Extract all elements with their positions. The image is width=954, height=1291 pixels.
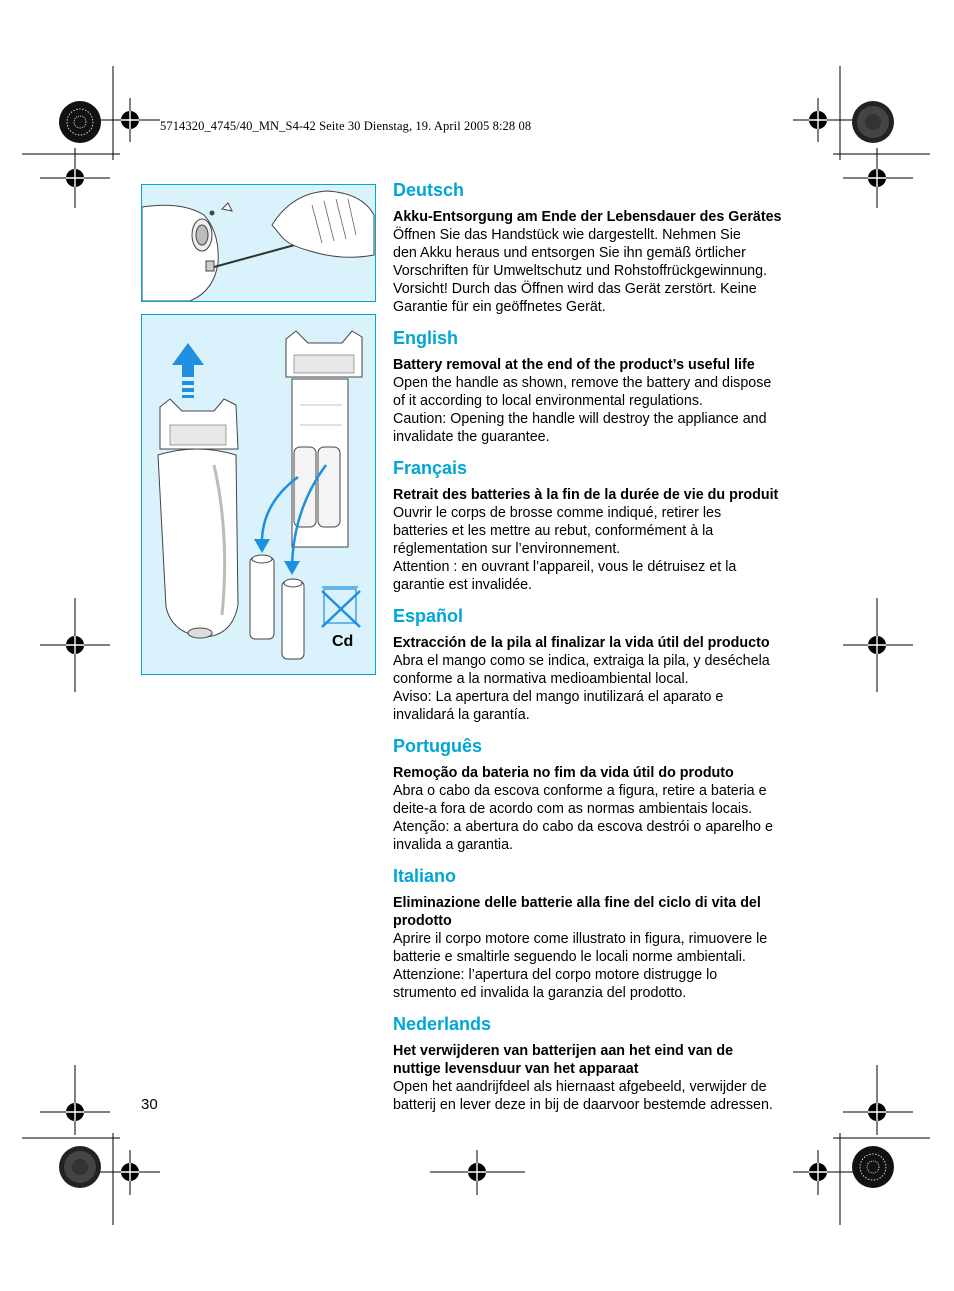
- section-subheading: Extracción de la pila al finalizar la vida útil del producto: [393, 635, 770, 651]
- open-handle-illustration: [142, 185, 375, 301]
- section-heading: Français: [393, 458, 468, 478]
- figure-battery-removal: [141, 314, 376, 675]
- crossed-bin-icon: [322, 587, 360, 627]
- section-deutsch: [393, 178, 823, 316]
- section-francais: [393, 456, 823, 594]
- section-subheading: Retrait des batteries à la fin de la durée de vie du produit: [393, 487, 779, 503]
- section-portugues: [393, 734, 823, 854]
- section-body: Open the handle as shown, remove the battery and dispose of it according to local environmental regulations. Caution: Opening the handle will destroy the appliance and invalidate the guarantee.: [393, 375, 772, 445]
- up-arrow-icon: [172, 343, 204, 377]
- section-subheading: Remoção da bateria no fim da vida útil do produto: [393, 765, 734, 781]
- section-body: Öffnen Sie das Handstück wie dargestellt. Nehmen Sie den Akku heraus und entsorgen Sie ihn gemäß örtlicher Vorschriften für Umweltschutz und Rohstoffrückgewinnung. Vorsicht! Durch das Öffnen wird das Gerät zerstört. Keine Garantie für ein geöffnetes Gerät.: [393, 227, 768, 315]
- section-espanol: [393, 604, 823, 724]
- section-body: Open het aandrijfdeel als hiernaast afgebeeld, verwijder de batterij en lever deze in bij de daarvoor bestemde adressen.: [393, 1079, 773, 1113]
- print-slug: 5714320_4745/40_MN_S4-42 Seite 30 Dienstag, 19. April 2005 8:28 08: [160, 119, 532, 133]
- section-subheading: Eliminazione delle batterie alla fine del ciclo di vita del prodotto: [393, 895, 761, 929]
- figure-open-handle: [141, 184, 376, 302]
- section-heading: English: [393, 328, 459, 348]
- section-nederlands: [393, 1012, 823, 1114]
- section-heading: Nederlands: [393, 1014, 492, 1034]
- section-body: Ouvrir le corps de brosse comme indiqué, retirer les batteries et les mettre au rebut, conformément à la réglementation sur l’environnement. Attention : en ouvrant l’appareil, vous le détruisez et la garantie est invalidée.: [393, 505, 737, 593]
- section-body: Abra o cabo da escova conforme a figura, retire a bateria e deite-a fora de acordo com as normas ambientais locais. Atenção: a abertura do cabo da escova destrói o aparelho e invalida a garantia.: [393, 783, 773, 853]
- section-body: Aprire il corpo motore come illustrato in figura, rimuovere le batterie e smaltirle seguendo le locali norme ambientali. Attenzione: l’apertura del corpo motore distrugge lo strumento ed invalida la garanzia del prodotto.: [393, 931, 768, 1001]
- section-english: [393, 326, 823, 446]
- section-heading: Deutsch: [393, 180, 465, 200]
- section-body: Abra el mango como se indica, extraiga la pila, y deséchela conforme a la normativa medioambiental local. Aviso: La apertura del mango inutilizará el aparato e invalidará la garantía.: [393, 653, 770, 723]
- section-heading: Português: [393, 736, 483, 756]
- section-subheading: Battery removal at the end of the product’s useful life: [393, 357, 755, 373]
- section-subheading: Akku-Entsorgung am Ende der Lebensdauer des Gerätes: [393, 209, 782, 225]
- section-heading: Italiano: [393, 866, 457, 886]
- recycle-label-cd: Cd: [332, 633, 354, 650]
- section-subheading: Het verwijderen van batterijen aan het eind van de nuttige levensduur van het apparaat: [393, 1043, 734, 1077]
- battery-removal-illustration: [142, 315, 375, 674]
- text-column: [393, 178, 823, 1124]
- section-heading: Español: [393, 606, 464, 626]
- section-italiano: [393, 864, 823, 1002]
- page-number: 30: [141, 1096, 158, 1113]
